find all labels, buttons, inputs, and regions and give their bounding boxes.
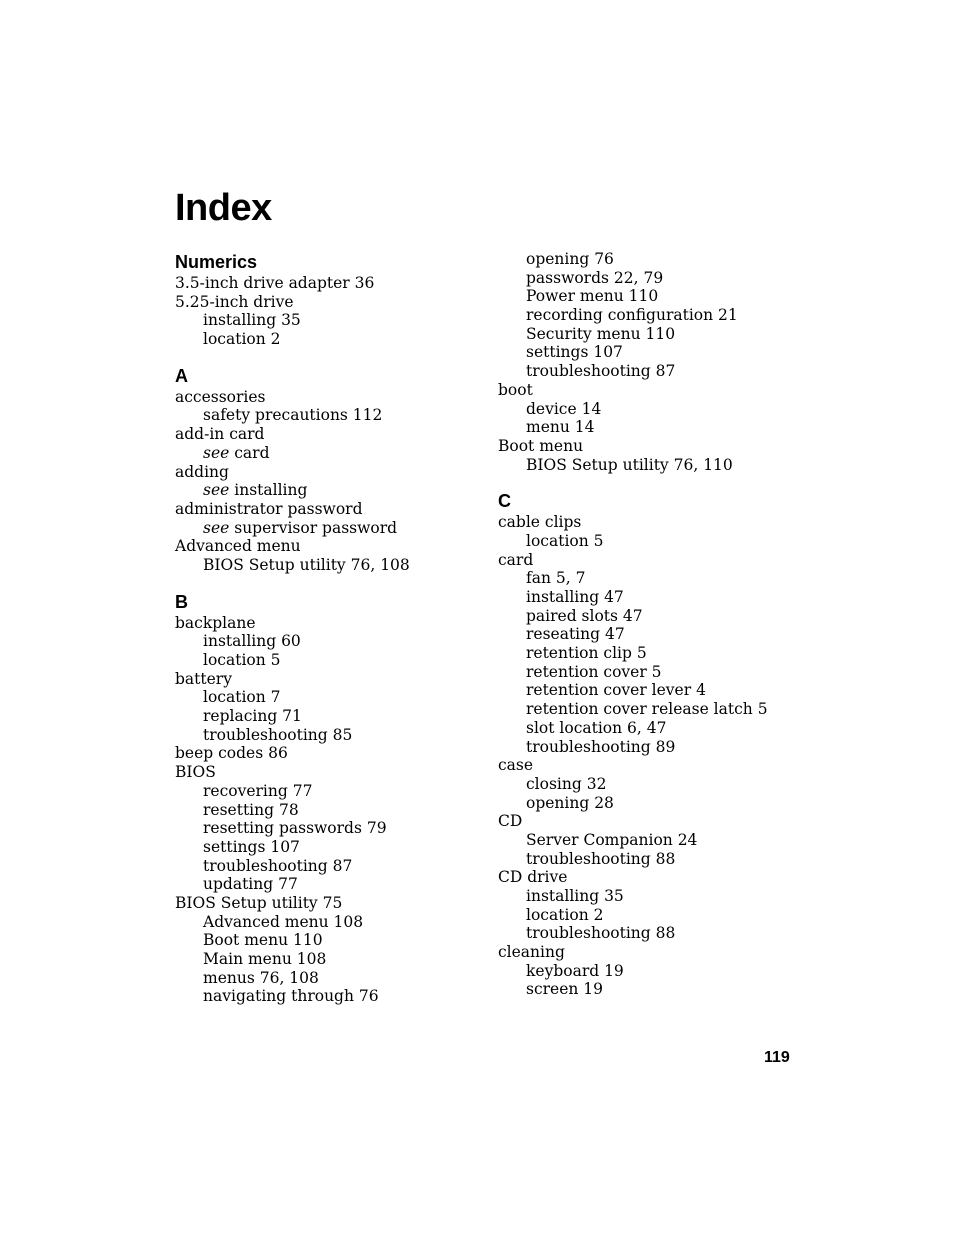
index-entry: beep codes 86: [175, 744, 288, 763]
index-subentry: settings 107: [526, 343, 623, 362]
index-entry: cleaning: [498, 943, 565, 962]
index-subentry: screen 19: [526, 980, 604, 999]
index-subentry: settings 107: [203, 837, 300, 856]
index-entry: adding: [175, 462, 229, 481]
index-subentry: installing 47: [526, 588, 624, 606]
index-subentry: location 2: [203, 330, 281, 349]
index-entry: accessories: [175, 387, 266, 406]
index-subentry: device 14: [526, 399, 602, 418]
index-entry: card: [498, 550, 534, 569]
index-subentry: closing 32: [526, 774, 607, 793]
index-subentry: resetting passwords 79: [203, 819, 387, 838]
index-subentry: recovering 77: [203, 781, 313, 800]
index-subentry: location 2: [526, 905, 604, 924]
index-subentry: Boot menu 110: [203, 931, 323, 950]
index-subentry: troubleshooting 85: [203, 725, 353, 744]
index-entry: administrator password: [175, 499, 363, 518]
index-column-left: [175, 251, 505, 1006]
index-entry: cable clips: [498, 513, 582, 532]
see-label: see: [203, 518, 230, 537]
index-see-reference: [175, 519, 505, 538]
see-target: installing: [234, 481, 308, 500]
index-subentry: menus 76, 108: [203, 968, 319, 987]
index-subentry: Main menu 108: [203, 950, 327, 968]
see-label: see: [203, 443, 230, 462]
index-entry: 3.5-inch drive adapter 36: [175, 274, 375, 292]
index-subentry: Advanced menu 108: [203, 912, 364, 931]
index-entry: 5.25-inch drive: [175, 292, 294, 311]
index-subentry: passwords 22, 79: [526, 268, 664, 287]
index-subentry: updating 77: [203, 875, 298, 894]
index-subentry: location 5: [203, 651, 281, 669]
index-entry: CD: [498, 812, 523, 831]
index-section-heading-a: A: [175, 365, 188, 386]
index-subentry: installing 60: [203, 632, 301, 651]
index-subentry: troubleshooting 89: [526, 737, 676, 756]
index-column-right: [498, 250, 828, 999]
index-entry: boot: [498, 380, 533, 399]
page-title: Index: [175, 187, 272, 229]
index-subentry: safety precautions 112: [203, 406, 383, 425]
index-entry: BIOS: [175, 763, 216, 782]
index-subentry: Power menu 110: [526, 287, 659, 306]
index-subentry: keyboard 19: [526, 961, 624, 980]
index-see-reference: [175, 444, 505, 463]
index-subentry: opening 76: [526, 250, 614, 268]
index-subentry: opening 28: [526, 793, 614, 812]
index-subentry: retention cover lever 4: [526, 681, 706, 700]
index-entry: battery: [175, 669, 232, 688]
index-entry: Boot menu: [498, 436, 584, 455]
index-subentry: navigating through 76: [203, 987, 379, 1006]
index-subentry: location 5: [526, 531, 604, 550]
page-number: 119: [764, 1049, 790, 1066]
index-subentry: resetting 78: [203, 800, 299, 819]
index-entry: BIOS Setup utility 75: [175, 893, 343, 912]
index-subentry: troubleshooting 88: [526, 924, 676, 943]
index-subentry: troubleshooting 87: [526, 362, 676, 381]
index-see-reference: [175, 481, 505, 500]
index-subentry: Security menu 110: [526, 324, 676, 343]
see-target: supervisor password: [234, 518, 398, 537]
index-subentry: retention clip 5: [526, 644, 647, 663]
index-subentry: fan 5, 7: [526, 569, 586, 588]
index-subentry: replacing 71: [203, 707, 302, 726]
index-section-heading-numerics: Numerics: [175, 252, 258, 272]
index-subentry: installing 35: [526, 887, 624, 905]
index-subentry: retention cover 5: [526, 662, 662, 681]
index-subentry: location 7: [203, 688, 281, 707]
index-subentry: retention cover release latch 5: [526, 700, 768, 719]
index-subentry: installing 35: [203, 311, 301, 330]
see-label: see: [203, 481, 230, 500]
index-entry: add-in card: [175, 425, 265, 444]
index-subentry: reseating 47: [526, 625, 625, 644]
index-entry: backplane: [175, 613, 256, 632]
index-entry: Advanced menu: [175, 537, 301, 556]
index-subentry: troubleshooting 87: [203, 856, 353, 875]
index-subentry: paired slots 47: [526, 606, 643, 625]
index-subentry: BIOS Setup utility 76, 110: [526, 455, 733, 474]
index-subentry: slot location 6, 47: [526, 718, 667, 737]
index-subentry: BIOS Setup utility 76, 108: [203, 555, 410, 574]
index-entry: CD drive: [498, 868, 568, 887]
index-section-heading-c: C: [498, 491, 511, 512]
index-subentry: troubleshooting 88: [526, 849, 676, 868]
index-subentry: menu 14: [526, 418, 595, 437]
index-entry: case: [498, 756, 534, 775]
index-subentry: recording configuration 21: [526, 306, 738, 325]
index-section-heading-b: B: [175, 591, 188, 612]
index-subentry: Server Companion 24: [526, 830, 698, 849]
see-target: card: [234, 443, 270, 462]
